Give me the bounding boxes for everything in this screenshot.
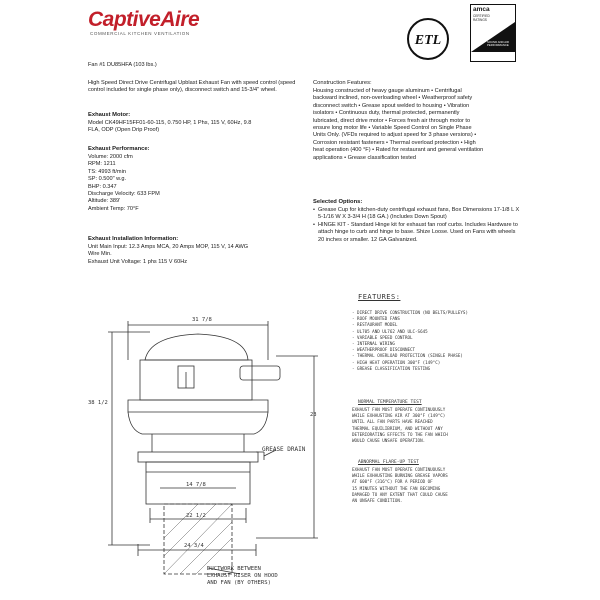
installation-line: Wire Min. (88, 251, 112, 258)
feature-item: - VARIABLE SPEED CONTROL (352, 335, 532, 341)
amca-seal (470, 4, 516, 62)
dim-base-width: 14 7/8 (186, 482, 206, 488)
ductwork-label (207, 566, 327, 587)
construction-line: Housing constructed of heavy gauge aluminum • Centrifugal (313, 88, 462, 94)
normal-test-line: DETERIORATING EFFECTS TO THE FAN WHICH (352, 431, 448, 437)
performance-heading: Exhaust Performance: (88, 146, 150, 152)
construction-line: isolators • Continuous duty, thermal protected, permanently (313, 110, 460, 117)
perf-altitude: Altitude: 389' (88, 198, 121, 205)
construction-line: lubricated, direct drive motor • Forces fresh air through motor to (313, 117, 471, 124)
motor-spec (88, 120, 308, 135)
perf-velocity: Discharge Velocity: 633 FPM (88, 191, 160, 198)
brand-tagline: COMMERCIAL KITCHEN VENTILATION (90, 31, 190, 36)
dim-bottom-width: 24 3/4 (184, 543, 204, 549)
feature-item: - HIGH HEAT OPERATION 300°F (149°C) (352, 360, 532, 366)
flare-test-line: WHILE EXHAUSTING BURNING GREASE VAPORS (352, 473, 448, 479)
normal-test-line: WOULD CAUSE UNSAFE OPERATION. (352, 438, 426, 444)
perf-sp: SP: 0.500" w.g. (88, 176, 127, 183)
dim-overall-height: 38 1/2 (88, 400, 108, 406)
installation-line: Unit Main Input: 12.3 Amps MCA, 20 Amps MOP, 115 V, 14 AWG (88, 244, 249, 250)
construction-line: applications • Grease classification tested (313, 154, 417, 161)
perf-ts: TS: 4993 ft/min (88, 168, 126, 175)
motor-heading: Exhaust Motor: (88, 112, 131, 118)
flare-test-line: AN UNSAFE CONDITION. (352, 498, 403, 504)
option-hinge-kit: • HINGE KIT - Standard Hinge kit for exhaust fan roof curbs. Includes Hardware to attach hinge to curb and hinge to base. Shize Loose. Used on Fans with wheels 20 inches or smaller. 12 GA Galvanized. (313, 222, 523, 244)
features-list (352, 310, 532, 372)
etl-listed-icon (405, 16, 451, 62)
amca-title: amca (473, 6, 490, 13)
option-grease-cup: • Grease Cup for kitchen-duty centrifugal exhaust fans, Box Dimensions 17-1/8 L X 5-1/16 W X 3-3/4 H (18 GA.) (Includes Down Spout) (313, 207, 523, 222)
normal-test-line: WHILE EXHAUSTING AIR AT 300°F (149°C) (352, 413, 446, 419)
feature-item: - GREASE CLASSIFICATION TESTING (352, 366, 532, 372)
construction-line: ensure long motor life • Variable Speed Control on Single Phase (313, 125, 472, 132)
flare-test-line: AT 600°F (316°C) FOR A PERIOD OF (352, 479, 433, 485)
amca-subtitle-3: SOUND AND AIR PERFORMANCE (487, 40, 509, 48)
duct-line: EXHAUST RISER ON HOOD (207, 573, 278, 579)
normal-test-line: EXHAUST FAN MUST OPERATE CONTINUOUSLY (352, 407, 446, 412)
grease-drain-label: GREASE DRAIN (262, 446, 306, 453)
motor-line: FLA, ODP (Open Drip Proof) (88, 127, 160, 134)
flare-test-text (352, 467, 502, 504)
fan-reference: Fan #1 DU85HFA (103 lbs.) (88, 62, 157, 68)
feature-item: - THERMAL OVERLOAD PROTECTION (SINGLE PHASE) (352, 353, 532, 359)
construction-heading: Construction Features: (313, 80, 372, 86)
options-heading: Selected Options: (313, 199, 363, 205)
construction-line: heat operation (400 °F) • Rated for restaurant and general ventilation (313, 147, 484, 154)
flare-test-line: EXHAUST FAN MUST OPERATE CONTINUOUSLY (352, 467, 446, 472)
feature-item: - ROOF MOUNTED FANS (352, 316, 532, 322)
normal-test-heading: NORMAL TEMPERATURE TEST (358, 400, 422, 405)
perf-volume: Volume: 2000 cfm (88, 154, 133, 160)
construction-line: Units Only. (VFDs required to adjust speed for 3 phase versions) • (313, 132, 477, 139)
flare-test-line: DAMAGED TO ANY EXTENT THAT COULD CAUSE (352, 491, 448, 497)
fan-drawing-svg (90, 312, 350, 597)
construction-line: backward inclined, non-overloading wheel • Weatherproof safety (313, 95, 473, 102)
feature-item: - WEATHERPROOF DISCONNECT (352, 347, 532, 353)
feature-item: - UL705 AND UL762 AND ULC-S645 (352, 329, 532, 335)
flare-test-heading: ABNORMAL FLARE-UP TEST (358, 460, 419, 465)
perf-temp: Ambient Temp: 70°F (88, 205, 139, 212)
performance-spec (88, 154, 288, 213)
duct-line: DUCTWORK BETWEEN (207, 566, 261, 572)
fan-drawing (90, 312, 350, 597)
dim-curb-width: 22 1/2 (186, 513, 206, 519)
fan-description: High Speed Direct Drive Centrifugal Upblast Exhaust Fan with speed control (speed control included for single phase only), disconnect switch and 15-3/4" wheel. (88, 80, 296, 94)
duct-line: AND FAN (BY OTHERS) (207, 580, 271, 586)
captiveaire-logo (88, 8, 248, 34)
perf-rpm: RPM: 1211 (88, 161, 116, 168)
dim-top-width: 31 7/8 (192, 317, 212, 323)
perf-bhp: BHP: 0.347 (88, 183, 117, 190)
etl-text: ETL (414, 33, 442, 48)
installation-heading: Exhaust Installation Information: (88, 236, 179, 242)
construction-line: disconnect switch • Grease spout welded to housing • Vibration (313, 102, 470, 109)
dim-housing-height: 23 (310, 412, 317, 418)
installation-info (88, 244, 308, 266)
amca-stripe-icon (471, 22, 515, 52)
brand-name: CaptiveAire (88, 8, 200, 31)
motor-line: Model CK49HF15FF01-60-115, 0.750 HP, 1 Phs, 115 V, 60Hz, 9.8 (88, 120, 252, 126)
feature-item: - RESTAURANT MODEL (352, 322, 532, 328)
features-heading: FEATURES: (358, 293, 401, 301)
amca-subtitle-1: CERTIFIED (473, 14, 490, 18)
selected-options (313, 207, 523, 244)
normal-test-line: UNTIL ALL FAN PARTS HAVE REACHED (352, 419, 433, 425)
construction-line: Corrosion resistant fasteners • Thermal overload protection • High (313, 139, 476, 146)
normal-test-text (352, 407, 502, 444)
normal-test-line: THERMAL EQUILIBRIUM, AND WITHOUT ANY (352, 425, 443, 431)
feature-item: - INTERNAL WIRING (352, 341, 532, 347)
flare-test-line: 15 MINUTES WITHOUT THE FAN BECOMING (352, 485, 441, 491)
installation-line: Exhaust Unit Voltage: 1 phs 115 V 60Hz (88, 258, 188, 265)
construction-features (313, 88, 523, 162)
feature-item: - DIRECT DRIVE CONSTRUCTION (NO BELTS/PULLEYS) (352, 310, 532, 316)
amca-subtitle-2: RATINGS (473, 18, 487, 22)
